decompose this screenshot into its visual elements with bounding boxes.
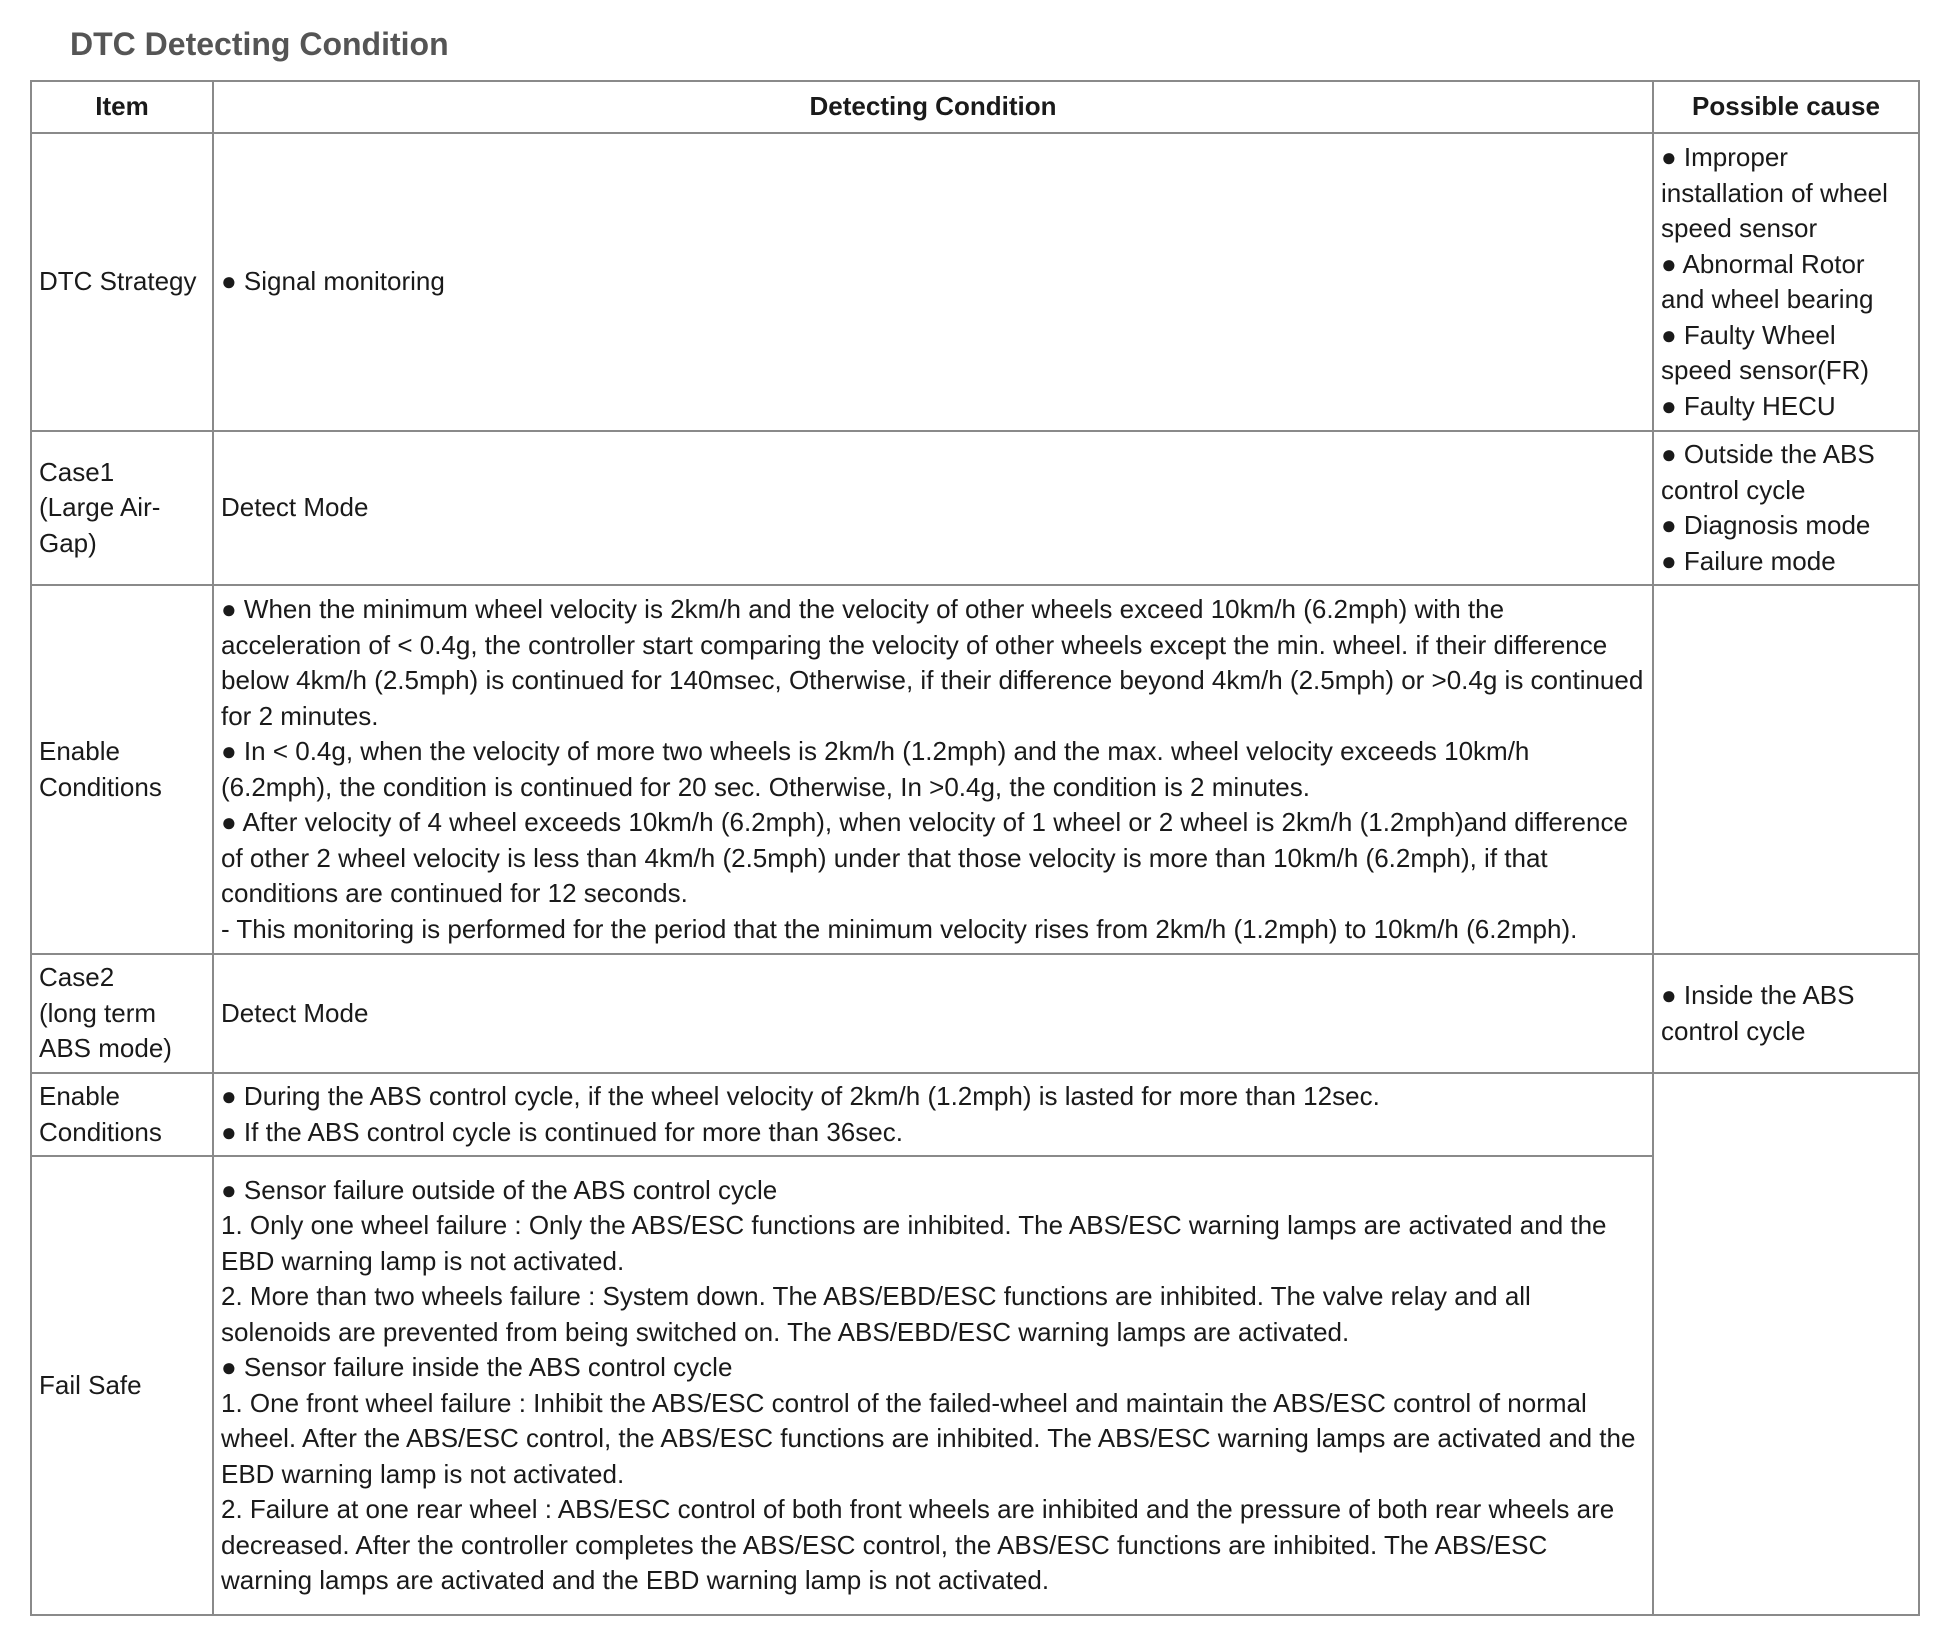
condition-dtc-strategy xyxy=(213,133,1653,431)
table-row xyxy=(31,585,1919,954)
header-item: Item xyxy=(31,81,213,133)
condition-line: 2. Failure at one rear wheel : ABS/ESC control of both front wheels are inhibited and the pressure of both rear wheels are decreased. After the controller completes the ABS/ESC control, the ABS/ESC functions are inhibited. The ABS/ESC warning lamps are activated and the EBD warning lamp is not activated. xyxy=(221,1494,1615,1595)
item-line: Case2 xyxy=(39,962,115,993)
condition-line: ● During the ABS control cycle, if the wheel velocity of 2km/h (1.2mph) is lasted for more than 12sec. xyxy=(221,1081,1380,1111)
table-row xyxy=(31,1156,1919,1615)
item-line: Enable xyxy=(39,1081,120,1111)
cause-item: ● Failure mode xyxy=(1661,545,1836,576)
item-dtc-strategy: DTC Strategy xyxy=(31,133,213,431)
item-line: Enable xyxy=(39,736,120,766)
item-line: (Large Air- xyxy=(39,492,161,523)
condition-enable-conditions-2 xyxy=(213,1073,1653,1156)
condition-line: Detect Mode xyxy=(221,492,369,523)
condition-line: 2. More than two wheels failure : System down. The ABS/EBD/ESC functions are inhibited. The valve relay and all solenoids are prevented from being switched on. The ABS/EBD/ESC warning lamps are activated. xyxy=(221,1281,1531,1347)
dtc-condition-table xyxy=(30,80,1920,1616)
cause-enable-conditions-1 xyxy=(1653,585,1919,954)
item-enable-conditions-1 xyxy=(31,585,213,954)
condition-enable-conditions-1 xyxy=(213,585,1653,954)
condition-line: ● After velocity of 4 wheel exceeds 10km/h (6.2mph), when velocity of 1 wheel or 2 wheel is 2km/h (1.2mph)and difference of other 2 wheel velocity is less than 4km/h (2.5mph) under that those velocity is more than 10km/h (6.2mph), if that conditions are continued for 12 seconds. xyxy=(221,807,1628,908)
condition-line: ● Sensor failure inside the ABS control cycle xyxy=(221,1352,733,1382)
item-fail-safe: Fail Safe xyxy=(31,1156,213,1615)
condition-line: ● Signal monitoring xyxy=(221,266,445,297)
condition-line: ● In < 0.4g, when the velocity of more two wheels is 2km/h (1.2mph) and the max. wheel velocity exceeds 10km/h (6.2mph), the condition is continued for 20 sec. Otherwise, In >0.4g, the condition is 2 minutes. xyxy=(221,736,1530,802)
cause-item: ● Abnormal Rotor and wheel bearing xyxy=(1661,248,1874,314)
header-row xyxy=(31,81,1919,133)
condition-line: ● Sensor failure outside of the ABS control cycle xyxy=(221,1174,778,1205)
condition-line: 1. Only one wheel failure : Only the ABS/ESC functions are inhibited. The ABS/ESC warning lamps are activated and the EBD warning lamp is not activated. xyxy=(221,1210,1607,1276)
page-title: DTC Detecting Condition xyxy=(70,26,449,62)
table-row xyxy=(31,954,1919,1073)
table-row xyxy=(31,1073,1919,1156)
header-possible-cause: Possible cause xyxy=(1653,81,1919,133)
condition-line: - This monitoring is performed for the period that the minimum velocity rises from 2km/h (1.2mph) to 10km/h (6.2mph). xyxy=(221,913,1578,944)
cause-item: ● Improper installation of wheel speed sensor xyxy=(1661,142,1888,243)
table-row xyxy=(31,133,1919,431)
item-case2 xyxy=(31,954,213,1073)
cause-case1 xyxy=(1653,431,1919,585)
condition-fail-safe xyxy=(213,1156,1653,1615)
cause-enable-conditions-2-fail-safe xyxy=(1653,1073,1919,1615)
cause-dtc-strategy xyxy=(1653,133,1919,431)
item-line: (long term xyxy=(39,997,157,1028)
header-detecting-condition: Detecting Condition xyxy=(213,81,1653,133)
condition-line: ● If the ABS control cycle is continued for more than 36sec. xyxy=(221,1116,903,1147)
item-enable-conditions-2 xyxy=(31,1073,213,1156)
cause-item: ● Outside the ABS control cycle xyxy=(1661,439,1875,505)
condition-case1 xyxy=(213,431,1653,585)
item-line: ABS mode) xyxy=(39,1033,172,1064)
table-row xyxy=(31,431,1919,585)
condition-case2 xyxy=(213,954,1653,1073)
item-line: Case1 xyxy=(39,456,115,487)
condition-line: 1. One front wheel failure : Inhibit the ABS/ESC control of the failed-wheel and maintain the ABS/ESC control of normal wheel. After the ABS/ESC control, the ABS/ESC functions are inhibited. The ABS/ESC warning lamps are activated and the EBD warning lamp is not activated. xyxy=(221,1387,1636,1489)
item-line: Conditions xyxy=(39,1116,162,1147)
cause-case2 xyxy=(1653,954,1919,1073)
cause-item: ● Faulty HECU xyxy=(1661,390,1836,421)
cause-item: ● Diagnosis mode xyxy=(1661,510,1871,540)
cause-item: ● Inside the ABS control cycle xyxy=(1661,980,1855,1046)
item-case1 xyxy=(31,431,213,585)
condition-line: ● When the minimum wheel velocity is 2km/h and the velocity of other wheels exceed 10km/h (6.2mph) with the acceleration of < 0.4g, the controller start comparing the velocity of other wheels except the min. wheel. if their difference below 4km/h (2.5mph) is continued for 140msec, Otherwise, if their difference beyond 4km/h (2.5mph) or >0.4g is continued for 2 minutes. xyxy=(221,594,1644,731)
condition-line: Detect Mode xyxy=(221,997,369,1028)
item-line: Conditions xyxy=(39,771,162,802)
cause-item: ● Faulty Wheel speed sensor(FR) xyxy=(1661,319,1870,385)
item-line: Gap) xyxy=(39,527,97,558)
